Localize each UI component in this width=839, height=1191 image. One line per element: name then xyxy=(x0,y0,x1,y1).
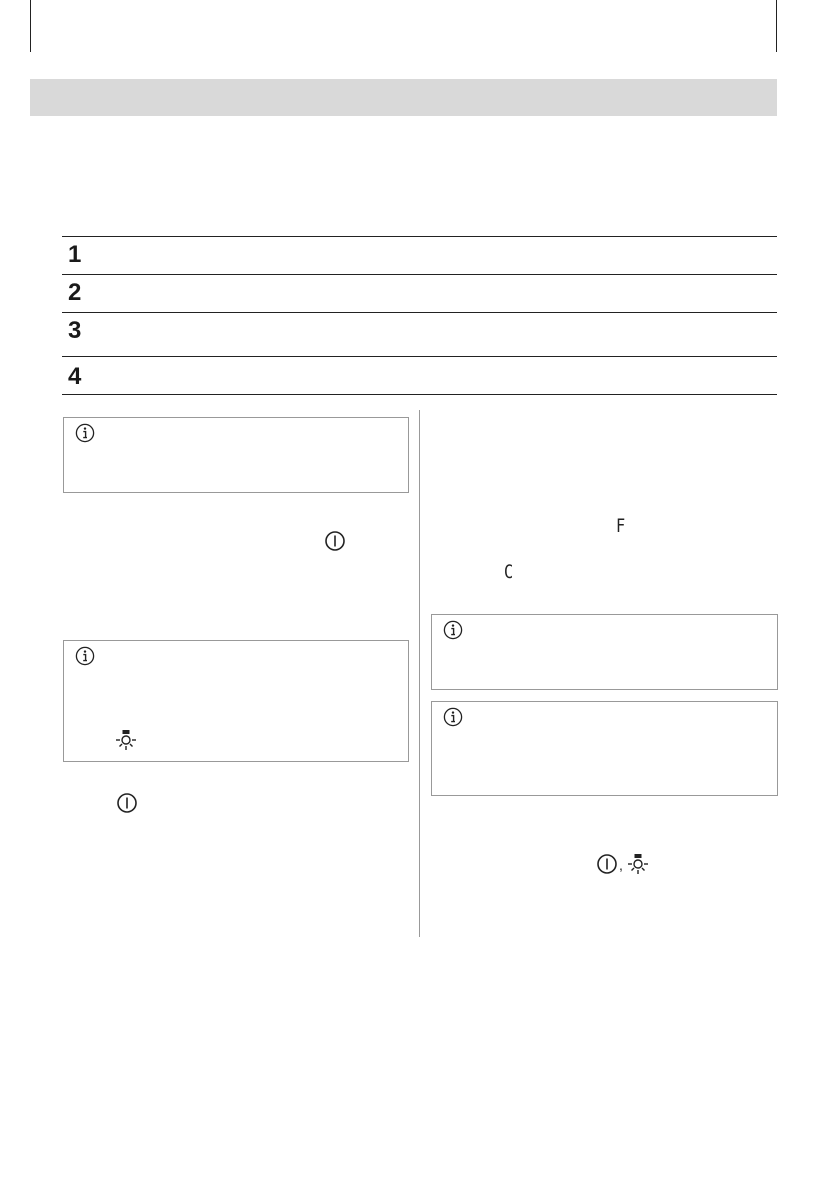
steps-table xyxy=(62,236,777,395)
step-number: 3 xyxy=(68,317,82,344)
step-row xyxy=(62,312,777,356)
crop-mark-top-left xyxy=(30,0,31,52)
step-row xyxy=(62,274,777,312)
power-icon xyxy=(324,530,346,552)
display-symbol-f: F xyxy=(616,515,626,537)
step-row xyxy=(62,236,777,274)
step-number: 1 xyxy=(68,241,82,268)
info-icon xyxy=(443,707,463,727)
light-icon xyxy=(627,853,649,875)
column-divider xyxy=(419,410,420,937)
comma-separator: , xyxy=(619,857,623,873)
info-icon xyxy=(75,646,95,666)
info-note-box xyxy=(431,614,778,690)
info-note-box xyxy=(63,417,409,493)
info-icon xyxy=(75,423,95,443)
section-header-bar xyxy=(30,79,777,116)
step-number: 2 xyxy=(68,279,82,306)
info-icon xyxy=(443,620,463,640)
step-row xyxy=(62,356,777,395)
info-note-box xyxy=(431,701,778,796)
crop-mark-top-right xyxy=(776,0,777,52)
info-note-box xyxy=(63,640,409,762)
light-icon xyxy=(115,729,137,751)
step-number: 4 xyxy=(68,363,82,390)
power-icon xyxy=(116,792,138,814)
power-icon xyxy=(596,853,618,875)
display-symbol-c: C xyxy=(504,561,514,583)
